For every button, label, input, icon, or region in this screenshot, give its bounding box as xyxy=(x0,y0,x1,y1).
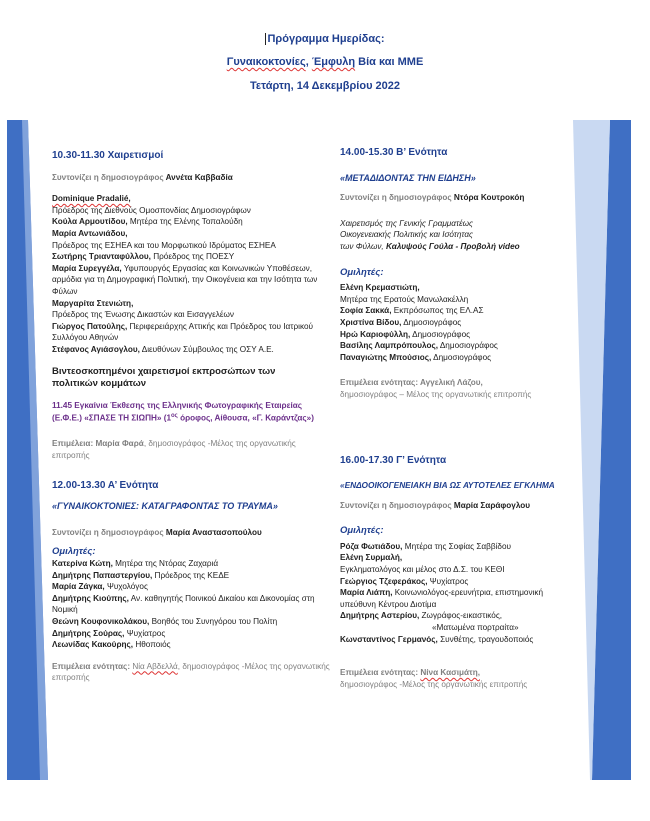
welcome-speaker-role: Πρόεδρος της ΕΣΗΕΑ και του Μορφωτικού Ιδρύματος ΕΣΗΕΑ xyxy=(52,240,276,250)
welcome-speaker: Κούλα Αρμουτίδου, Μητέρα της Ελένης Τοπαλούδη xyxy=(52,217,243,227)
welcome-speaker: Σωτήρης Τριανταφύλλου, Πρόεδρος της ΠΟΕΣΥ xyxy=(52,252,235,262)
section-b-greeting: των Φύλων, Καλυψούς Γούλα - Προβολή video xyxy=(340,241,520,251)
section-b-speaker: Βασίλης Λαμπρόπουλος, Δημοσιογράφος xyxy=(340,341,498,351)
welcome-speaker: Μαργαρίτα Στενιώτη, xyxy=(52,298,134,308)
section-b-speakers-label: Ομιλητές: xyxy=(340,266,384,278)
welcome-speaker-role: Πρόεδρος της Ένωσης Δικαστών και Εισαγγελέων xyxy=(52,310,234,320)
section-b-speaker: Ελένη Κρεμαστιώτη, xyxy=(340,283,420,293)
section-a-speaker: Δημήτρης Κιούπης, Αν. καθηγητής Ποινικού Δικαίου και Δικονομίας στη Νομική xyxy=(52,593,315,615)
section-a-speaker: Δημήτρης Παπαστεργίου, Πρόεδρος της ΚΕΔΕ xyxy=(52,570,230,580)
section-a-speaker: Μαρία Ζάγκα, Ψυχολόγος xyxy=(52,582,148,592)
section-a-title: 12.00-13.30 Α’ Ενότητα xyxy=(52,479,159,491)
section-a-speaker: Δημήτρης Σούρας, Ψυχίατρος xyxy=(52,628,166,638)
welcome-speaker-role: Πρόεδρος της Διεθνούς Ομοσπονδίας Δημοσιογράφων xyxy=(52,205,251,215)
section-b-speaker-role: Μητέρα της Ερατούς Μανωλακέλλη xyxy=(340,294,469,304)
section-b-editor: Επιμέλεια ενότητας: Αγγελική Λάζου, xyxy=(340,378,483,388)
section-c-speaker-role: «Ματωμένα πορτραίτα» xyxy=(432,623,519,633)
section-a-speaker: Κατερίνα Κώτη, Μητέρα της Ντόρας Ζαχαριά xyxy=(52,558,219,568)
event-title: Πρόγραμμα Ημερίδας: xyxy=(267,33,385,45)
section-c-speaker-role: Εγκληματολόγος και μέλος στο Δ.Σ. του ΚΕΘΙ xyxy=(340,565,505,575)
section-c-coordinator: Συντονίζει η δημοσιογράφος Μαρία Σαράφογλου xyxy=(340,500,531,510)
video-greetings: Βιντεοσκοπημένοι χαιρετισμοί εκπροσώπων των πολιτικών κομμάτων xyxy=(52,365,276,389)
section-c-speaker: Μαρία Λιάπη, Κοινωνιολόγος-ερευνήτρια, επιστημονική υπεύθυνη Κέντρου Διοτίμα xyxy=(340,588,544,609)
section-b-greeting: Χαιρετισμός της Γενικής Γραμματέως xyxy=(340,218,473,228)
section-a-speakers-label: Ομιλητές: xyxy=(52,546,96,558)
welcome-speaker: Μαρία Αντωνιάδου, xyxy=(52,228,128,238)
section-a-coordinator: Συντονίζει η δημοσιογράφος Μαρία Αναστασοπούλου xyxy=(52,527,262,537)
section-c-editor-role: δημοσιογράφος -Μέλος της οργανωτικής επιτροπής xyxy=(340,679,528,689)
section-b-greeting: Οικογενειακής Πολιτικής και Ισότητας xyxy=(340,230,474,240)
welcome-speaker: Στέφανος Αγιάσογλου, Διευθύνων Σύμβουλος της ΟΣΥ Α.Ε. xyxy=(52,344,274,354)
section-c-speaker: Κωνσταντίνος Γερμανός, Συνθέτης, τραγουδοποιός xyxy=(340,634,534,644)
section-b-speaker: Χριστίνα Βίδου, Δημοσιογράφος xyxy=(340,317,462,327)
section-a-editor: Επιμέλεια ενότητας: Νία Αβδελλά, δημοσιογράφος -Μέλος της οργανωτικής επιτροπής xyxy=(52,661,330,683)
section-b-coordinator: Συντονίζει η δημοσιογράφος Ντόρα Κουτροκόη xyxy=(340,193,525,203)
section-c-speaker: Δημήτρης Αστερίου, Ζωγράφος-εικαστικός, xyxy=(340,611,503,621)
left-column xyxy=(52,150,334,684)
event-date: Τετάρτη, 14 Δεκεμβρίου 2022 xyxy=(249,80,401,92)
event-subtitle: Γυναικοκτονίες, Έμφυλη Βία και ΜΜΕ xyxy=(226,56,424,68)
section-a-speaker: Θεώνη Κουφονικολάκου, Βοηθός του Συνηγόρου του Πολίτη xyxy=(52,616,278,626)
section-c-speaker: Ρόζα Φωτιάδου, Μητέρα της Σοφίας Σαββίδου xyxy=(340,541,511,551)
section-a-speaker: Λεωνίδας Κακούρης, Ηθοποιός xyxy=(52,640,171,650)
right-column xyxy=(340,147,580,690)
section-c-speakers-label: Ομιλητές: xyxy=(340,525,384,537)
welcome-title: 10.30-11.30 Χαιρετισμοί xyxy=(52,150,164,161)
welcome-coordinator: Συντονίζει η δημοσιογράφος Αννέτα Καββαδία xyxy=(52,172,233,182)
section-c-theme: «ΕΝΔΟΟΙΚΟΓΕΝΕΙΑΚΗ ΒΙΑ ΩΣ ΑΥΤΟΤΕΛΕΣ ΕΓΚΛΗΜΑ xyxy=(340,480,555,491)
section-b-speaker: Σοφία Σακκά, Εκπρόσωπος της ΕΛ.ΑΣ xyxy=(340,306,484,316)
section-c-title: 16.00-17.30 Γ’ Ενότητα xyxy=(340,454,447,466)
section-b-title: 14.00-15.30 Β’ Ενότητα xyxy=(340,147,448,158)
section-a-theme: «ΓΥΝΑΙΚΟΚΤΟΝΙΕΣ: ΚΑΤΑΓΡΑΦΟΝΤΑΣ ΤΟ ΤΡΑΥΜΑ» xyxy=(52,501,278,512)
welcome-editor: Επιμέλεια: Μαρία Φαρά, δημοσιογράφος -Μέλος της οργανωτικής επιτροπής xyxy=(52,439,296,461)
section-c-editor: Επιμέλεια ενότητας: Νίνα Κασιμάτη, xyxy=(340,668,480,678)
exhibition-line: 11.45 Εγκαίνια Έκθεσης της Ελληνικής Φωτογραφικής Εταιρείας (Ε.Φ.Ε.) «ΣΠΑΣΕ ΤΗ ΣΙΩΠΗ» ($1^{o\varsigma}$ όροφος, Αίθουσα, «Γ. Καράντζας») xyxy=(52,400,314,423)
section-b-speaker: Ηρώ Καριοφύλλη, Δημοσιογράφος xyxy=(340,329,471,339)
welcome-speaker: Dominique Pradalié, xyxy=(52,194,131,204)
welcome-speaker: Γιώργος Πατούλης, Περιφερειάρχης Αττικής και Πρόεδρος του Ιατρικού Συλλόγου Αθηνών xyxy=(52,321,314,343)
section-c-speaker: Γεώργιος Τζεφεράκος, Ψυχίατρος xyxy=(340,576,469,586)
section-b-speaker: Παναγιώτης Μπούσιος, Δημοσιογράφος xyxy=(340,352,492,362)
section-c-speaker: Ελένη Συρμαλή, xyxy=(340,553,403,563)
section-b-editor-role: δημοσιογράφος – Μέλος της οργανωτικής επιτροπής xyxy=(340,389,532,399)
welcome-speaker: Μαρία Συρεγγέλα, Υφυπουργός Εργασίας και Κοινωνικών Υποθέσεων, αρμόδια για τη Δημογραφική Πολιτική, την Οικογένεια και την Ισότητα των Φύλων xyxy=(52,263,318,296)
section-b-theme: «ΜΕΤΑΔΙΔΟΝΤΑΣ ΤΗΝ ΕΙΔΗΣΗ» xyxy=(340,172,476,183)
